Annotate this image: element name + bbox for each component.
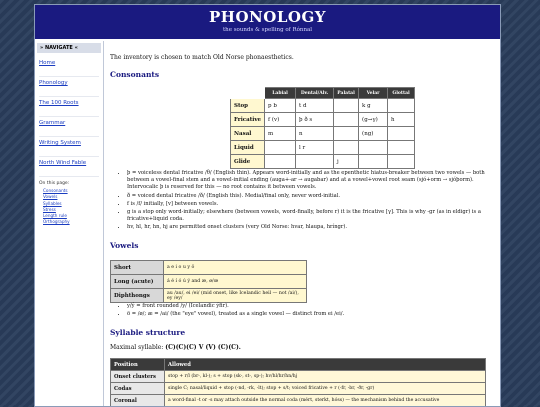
table-cell <box>388 127 415 141</box>
maximal-syllable-label: Maximal syllable: <box>110 344 164 351</box>
list-item: • hv, hl, hr, hn, hj are permitted onset clusters (very Old Norse: hvar, hlaupa, hríngr). <box>127 224 499 231</box>
table-cell: a word-final -t or -s may attach outside the normal coda (mért, sterkt, hóss) — the mechanism behind the accusative <box>165 395 486 407</box>
sidebar <box>35 41 104 406</box>
row-header-nasal: Nasal <box>231 127 265 141</box>
col-header-palatal: Palatal <box>334 88 359 99</box>
row-header-stop: Stop <box>231 99 265 113</box>
toc-link-orthography[interactable]: Orthography <box>43 219 70 225</box>
table-cell: þ ð s <box>296 113 334 127</box>
site-banner <box>35 5 500 39</box>
table-row <box>111 261 307 275</box>
toc-link-consonants[interactable]: Consonants <box>43 188 68 193</box>
table-cell <box>296 155 334 169</box>
table-cell <box>388 155 415 169</box>
toc-link-vowels[interactable]: Vowels <box>43 194 58 200</box>
nav-link-north-wind-fable[interactable]: North Wind Fable <box>39 157 99 177</box>
table-cell: single C; nasal/liquid + stop (-nd, -rk, -lt); stop + s/t; voiced fricative + r (-fr, -br, -ðr, -gr) <box>165 383 486 395</box>
row-header-short: Short <box>111 261 164 275</box>
table-cell: stop + r/l (br-, kl-); s + stop (sk-, st-, sp-); hv/hl/hr/hn/hj <box>165 371 486 383</box>
table-cell <box>388 99 415 113</box>
nav-heading: » NAVIGATE « <box>37 43 101 53</box>
table-cell <box>265 141 296 155</box>
row-header-glide: Glide <box>231 155 265 169</box>
table-row <box>231 99 415 113</box>
table-cell: m <box>265 127 296 141</box>
table-cell <box>388 141 415 155</box>
row-header-liquid: Liquid <box>231 141 265 155</box>
maximal-syllable-text <box>110 344 241 351</box>
col-header-position: Position <box>111 359 165 371</box>
row-header-coronal: Coronal <box>111 395 165 407</box>
col-header-velar: Velar <box>359 88 388 99</box>
table-cell: (ng) <box>359 127 388 141</box>
col-header-glottal: Glottal <box>388 88 415 99</box>
nav-link-grammar[interactable]: Grammar <box>39 117 99 137</box>
syllable-table <box>110 358 486 407</box>
col-header-dental: Dental/Alv. <box>296 88 334 99</box>
vowels-heading: Vowels <box>110 241 139 250</box>
table-cell <box>265 155 296 169</box>
on-this-page-label: On this page: <box>39 181 70 186</box>
toc-link-stress[interactable]: Stress <box>43 206 56 212</box>
toc-link-syllables[interactable]: Syllables <box>43 200 62 206</box>
table-cell: (g→γ) <box>359 113 388 127</box>
corner-cell <box>231 88 265 99</box>
table-cell <box>334 113 359 127</box>
page-subtitle: the sounds & spelling of Rónnal <box>222 27 313 33</box>
syllable-heading: Syllable structure <box>110 328 186 337</box>
table-cell <box>334 127 359 141</box>
table-cell: au /au/, ei /ei/ (mid onset, like Icelandic heil — not /ai/), ey /ey/ <box>164 289 307 303</box>
table-row <box>111 383 486 395</box>
list-item: • f is /f/ initially, [v] between vowels. <box>127 201 499 208</box>
table-row <box>231 127 415 141</box>
consonant-table <box>230 87 415 169</box>
table-row <box>111 289 307 303</box>
row-header-long: Long (acute) <box>111 275 164 289</box>
vowel-table <box>110 260 307 303</box>
vowel-notes <box>120 303 499 319</box>
consonant-notes <box>120 170 499 233</box>
list-item: • g is a stop only word-initially; elsewhere (between vowels, word-finally, before r) it is the fricative [γ]. This is why -gr (as in eldigr) is a fricative+liquid coda. <box>127 209 499 223</box>
table-cell <box>359 155 388 169</box>
page-frame <box>34 4 501 407</box>
table-cell: p b <box>265 99 296 113</box>
list-item: • ð = voiced dental fricative /ð/ (English this). Medial/final only, never word-initial. <box>127 193 499 200</box>
table-row <box>111 371 486 383</box>
consonants-heading: Consonants <box>110 70 160 79</box>
table-cell <box>359 141 388 155</box>
table-cell: n <box>296 127 334 141</box>
table-row <box>231 141 415 155</box>
table-cell <box>334 99 359 113</box>
row-header-codas: Codas <box>111 383 165 395</box>
table-cell: f (v) <box>265 113 296 127</box>
table-cell: j <box>334 155 359 169</box>
row-header-diphthongs: Diphthongs <box>111 289 164 303</box>
list-item: • þ = voiceless dental fricative /θ/ (English thin). Appears word-initially and as the epenthetic hiatus-breaker between two vowels — both between a vowel-final stem and a vowel-initial ending (auga+-ar → augabar) and at a vowel+vowel root seam (sjó+orm → sjóþorm). Intervocalic þ is reserved for this — no root contains it between vowels. <box>127 170 499 192</box>
table-cell: t d <box>296 99 334 113</box>
list-item: • ö = /ø/; æ = /ai/ (the "eye" vowel), treated as a single vowel — distinct from ei /ei/. <box>127 311 499 318</box>
row-header-fricative: Fricative <box>231 113 265 127</box>
toc-link-length-rule[interactable]: Length rule <box>43 213 67 219</box>
nav-link-home[interactable]: Home <box>39 57 99 77</box>
table-cell: h <box>388 113 415 127</box>
table-cell: a e i o u y ö <box>164 261 307 275</box>
table-row <box>231 155 415 169</box>
nav-link-100-roots[interactable]: The 100 Roots <box>39 97 99 117</box>
col-header-labial: Labial <box>265 88 296 99</box>
table-row <box>231 113 415 127</box>
nav-link-phonology[interactable]: Phonology <box>39 77 99 97</box>
table-cell: á é í ó ú ý and æ, ø/œ <box>164 275 307 289</box>
main-content <box>110 41 495 406</box>
table-row <box>111 275 307 289</box>
table-cell <box>334 141 359 155</box>
row-header-onset: Onset clusters <box>111 371 165 383</box>
col-header-allowed: Allowed <box>165 359 486 371</box>
table-cell: l r <box>296 141 334 155</box>
maximal-syllable-value: (C)(C)(C) V (V) (C)(C). <box>165 344 241 351</box>
nav-link-writing-system[interactable]: Writing System <box>39 137 99 157</box>
page-title: PHONOLOGY <box>209 8 326 26</box>
intro-text: The inventory is chosen to match Old Norse phonaesthetics. <box>110 54 294 61</box>
list-item: • y/ý = front rounded /y/ (Icelandic ýfir). <box>127 303 499 310</box>
table-cell: k g <box>359 99 388 113</box>
